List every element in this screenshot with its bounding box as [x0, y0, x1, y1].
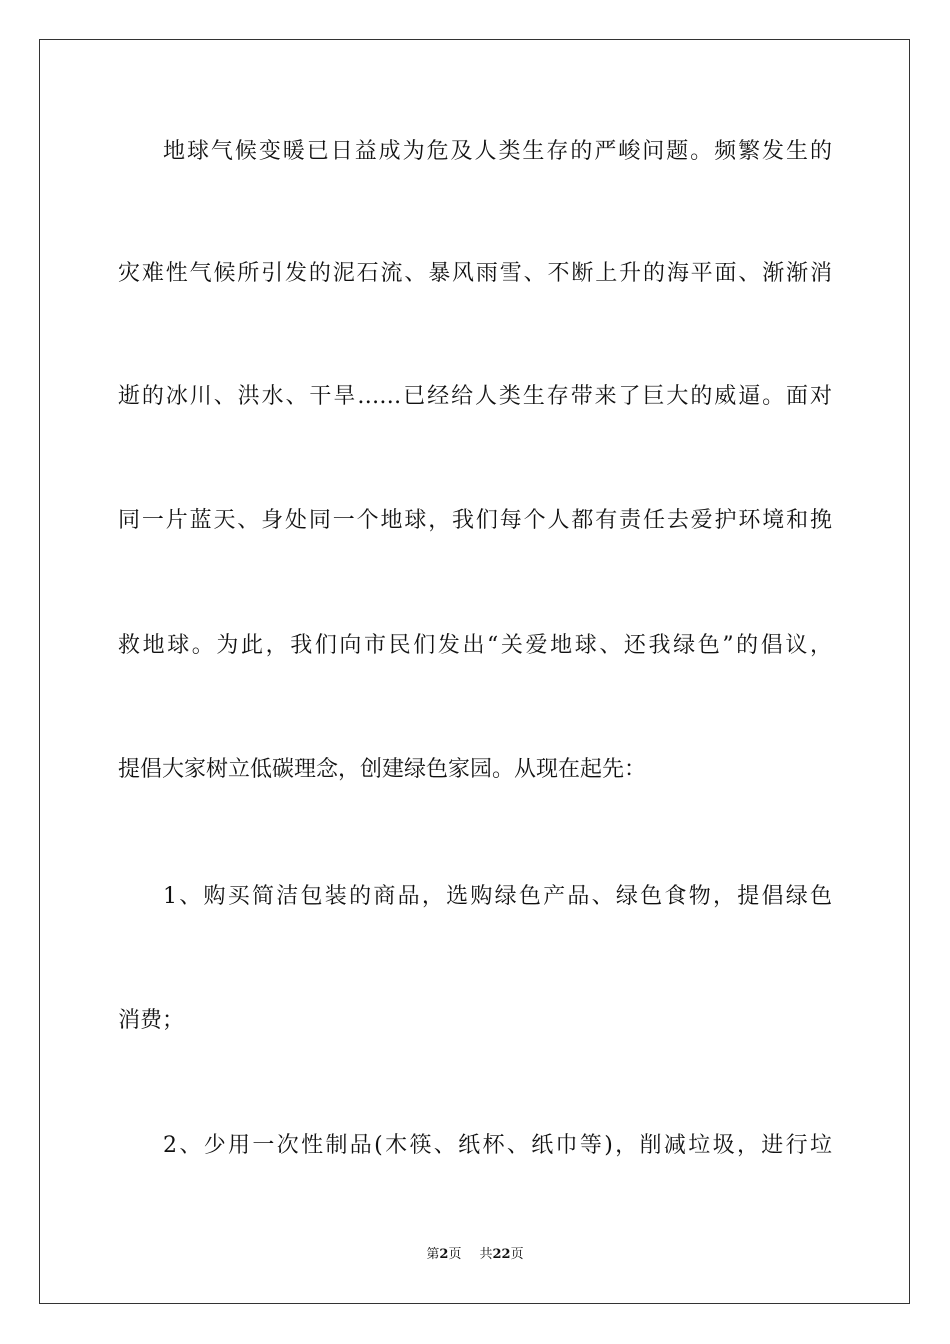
footer-total-prefix: 共	[479, 1247, 493, 1262]
list-item-2-line-1: 2、少用一次性制品(木筷、纸杯、纸巾等)，削减垃圾，进行垃	[163, 1133, 832, 1158]
paragraph-line-5: 救地球。为此，我们向市民们发出“关爱地球、还我绿色”的倡议，	[118, 633, 832, 658]
list-item-1-line-1: 1、购买简洁包装的商品，选购绿色产品、绿色食物，提倡绿色	[163, 884, 832, 909]
paragraph-line-2: 灾难性气候所引发的泥石流、暴风雨雪、不断上升的海平面、渐渐消	[118, 261, 832, 286]
paragraph-line-3: 逝的冰川、洪水、干旱……已经给人类生存带来了巨大的威逼。面对	[118, 384, 832, 409]
footer-page-number: 2	[439, 1247, 449, 1262]
document-page	[39, 39, 910, 1304]
footer-page-prefix: 第	[426, 1247, 440, 1262]
footer-total-suffix: 页	[510, 1247, 524, 1262]
paragraph-line-6: 提倡大家树立低碳理念，创建绿色家园。从现在起先：	[118, 757, 647, 782]
paragraph-line-1: 地球气候变暖已日益成为危及人类生存的严峻问题。频繁发生的	[163, 139, 832, 164]
paragraph-line-4: 同一片蓝天、身处同一个地球，我们每个人都有责任去爱护环境和挽	[118, 508, 832, 533]
footer-page-suffix: 页	[448, 1247, 462, 1262]
list-item-1-line-2: 消费；	[118, 1008, 185, 1033]
footer-total-pages: 22	[492, 1247, 511, 1262]
page-footer	[0, 1246, 950, 1264]
